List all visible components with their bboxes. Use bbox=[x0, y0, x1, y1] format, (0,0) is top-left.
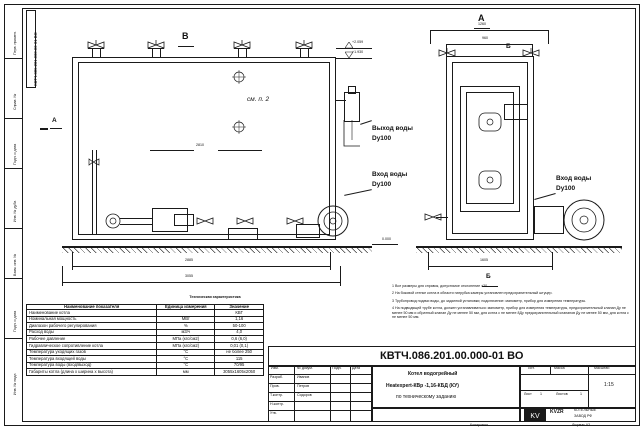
spec-cell: Температура воды (вход/выход) bbox=[27, 362, 157, 369]
name-1: Петров bbox=[297, 384, 310, 388]
right-head-scale: Масштаб bbox=[594, 366, 610, 370]
format-label: Формат А3 bbox=[572, 423, 591, 427]
table-row bbox=[27, 323, 264, 330]
product-line-3: по техническому заданию bbox=[396, 394, 457, 400]
water-in-right-sublabel: Dy100 bbox=[556, 185, 576, 192]
detail-crosshair-2 bbox=[232, 120, 246, 134]
spec-cell: Температура входящей воды bbox=[27, 356, 157, 363]
margin-label-2: Подп. и дата bbox=[13, 143, 17, 165]
right-attr-cell bbox=[520, 366, 636, 408]
company-logo-icon bbox=[524, 409, 546, 421]
spec-cell: 0,01 (0,1) bbox=[215, 342, 264, 349]
spec-header-1: Единица измерения bbox=[157, 304, 215, 309]
spec-cell: °С bbox=[157, 349, 215, 356]
row-label-nkontr: Н.контр. bbox=[270, 402, 284, 406]
door-hatch-icon-1 bbox=[478, 112, 502, 132]
table-row bbox=[27, 336, 264, 343]
spec-cell: °С bbox=[157, 356, 215, 363]
water-in-left-sublabel: Dy100 bbox=[372, 181, 392, 188]
spec-cell: 115 bbox=[215, 356, 264, 363]
spec-cell: м3/ч bbox=[157, 329, 215, 336]
top-left-stamp-text: КВТЧ.086.201.000.00-01 ВО bbox=[33, 32, 38, 86]
elev-1: +2.059 bbox=[352, 40, 364, 44]
margin-label-3: Инв. № дубл. bbox=[13, 199, 17, 222]
spec-cell: Температура уходящих газов bbox=[27, 349, 157, 356]
spec-cell: Рабочее давление bbox=[27, 336, 157, 343]
notes-block bbox=[392, 284, 632, 320]
detail-crosshair-1 bbox=[232, 70, 246, 84]
right-head-lit: Лит. bbox=[528, 366, 535, 370]
table-row bbox=[27, 362, 264, 369]
table-row bbox=[27, 369, 264, 376]
spec-cell: °С bbox=[157, 362, 215, 369]
valve-icon-5 bbox=[196, 216, 214, 226]
row-label-prov: Пров. bbox=[270, 384, 280, 388]
see-item-label: см. п. 2 bbox=[247, 96, 270, 103]
spec-cell: Гидравлическое сопротивление котла bbox=[27, 342, 157, 349]
view-mark-b-bottom: Б bbox=[486, 273, 491, 280]
dim-2810: 2810 bbox=[196, 143, 204, 147]
sheet-value: 1 bbox=[540, 392, 542, 396]
spec-cell: Габариты котла (длина х ширина х высота) bbox=[27, 369, 157, 376]
row-label-razrab: Разраб. bbox=[270, 375, 283, 379]
spec-cell: 3055х1605х2050 bbox=[215, 369, 264, 376]
zero-elev: 0.000 bbox=[382, 237, 391, 241]
spec-cell: МПа (кгс/см2) bbox=[157, 336, 215, 343]
col-head-doc: № докум. bbox=[297, 366, 313, 370]
spec-cell: % bbox=[157, 323, 215, 330]
ground-hatch-side bbox=[416, 247, 622, 253]
ground-hatch-front bbox=[62, 247, 372, 253]
spec-cell bbox=[157, 310, 215, 317]
title-block bbox=[268, 346, 636, 422]
dim-3055: 3055 bbox=[185, 274, 193, 278]
valve-icon-7 bbox=[286, 216, 304, 226]
spec-cell: Диапазон рабочего регулирования bbox=[27, 323, 157, 330]
view-mark-b-left: В bbox=[182, 31, 189, 41]
note-1: 1 Все размеры для справок, допустимое отклонение ±30. bbox=[392, 284, 489, 288]
table-row bbox=[27, 316, 264, 323]
elev-2: +1.930 bbox=[352, 50, 364, 54]
note-4: 4 На подводящей трубе котла, должен устанавливаться: манометр, прибор для измерения температуры, предохранительный клапан Ду не менее 50 мм и обратный клапан Ду не менее 50 мм, для котла с не менее 8Ду предохранительный клапанов Ду не менее 50 мм, для котла с не менее 50 мм. bbox=[392, 306, 629, 320]
sheet-label: Лист bbox=[524, 392, 532, 396]
spec-table-wrap bbox=[26, 296, 264, 376]
sheets-value: 1 bbox=[580, 392, 582, 396]
valve-icon-1 bbox=[86, 40, 106, 50]
spec-header-0: Наименование показателя bbox=[27, 304, 157, 309]
col-head-izm: Изм. bbox=[271, 366, 279, 370]
margin-label-1: Справ. № bbox=[13, 93, 17, 110]
spec-cell: 1,16 bbox=[215, 316, 264, 323]
product-bottom-cell bbox=[372, 408, 520, 422]
dim-960: 960 bbox=[482, 36, 488, 40]
spec-cell: 4,0 bbox=[215, 329, 264, 336]
svg-text:KV: KV bbox=[530, 413, 540, 420]
spec-cell: Наименование котла bbox=[27, 310, 157, 317]
view-mark-b-right: Б bbox=[506, 43, 511, 50]
water-in-right-label: Вход воды bbox=[556, 175, 592, 182]
dim-1260: 1260 bbox=[478, 22, 486, 26]
spec-cell: мм bbox=[157, 369, 215, 376]
margin-label-5: Подп. и дата bbox=[13, 310, 17, 332]
water-out-sublabel: Dy100 bbox=[372, 135, 392, 142]
spec-cell: не более 250 bbox=[215, 349, 264, 356]
valve-icon-3 bbox=[232, 40, 252, 50]
spec-cell: 50-100 bbox=[215, 323, 264, 330]
margin-label-4: Взам. инв. № bbox=[13, 253, 17, 276]
dim-2885: 2885 bbox=[185, 258, 193, 262]
name-2: Сидоров bbox=[297, 393, 312, 397]
row-label-utv: Утв. bbox=[270, 411, 277, 415]
designation-text: КВТЧ.086.201.00.000-01 ВО bbox=[380, 350, 524, 362]
spec-cell: Номинальная мощность bbox=[27, 316, 157, 323]
spec-cell: МВт bbox=[157, 316, 215, 323]
spec-header-2: Значение bbox=[215, 304, 264, 309]
table-row bbox=[27, 329, 264, 336]
company-sub2: ЗАВОД РФ bbox=[574, 414, 593, 418]
scale-value: 1:15 bbox=[604, 382, 614, 388]
spec-cell: Расход воды bbox=[27, 329, 157, 336]
spec-cell: КВГ bbox=[215, 310, 264, 317]
view-mark-a-top: А bbox=[478, 13, 485, 23]
valve-icon-side-1 bbox=[438, 48, 456, 58]
spec-cell: 0,6 (6,0) bbox=[215, 336, 264, 343]
note-3: 3 Трубопровод подачи воды, до заданной установки; подключение: манометр, прибор для измерения температуры. bbox=[392, 298, 587, 303]
sheets-label: Листов bbox=[556, 392, 568, 396]
table-row bbox=[27, 310, 264, 317]
view-mark-a-left: А bbox=[52, 117, 57, 124]
control-box bbox=[504, 104, 528, 120]
water-out-label: Выход воды bbox=[372, 125, 413, 132]
valve-icon-6 bbox=[236, 216, 254, 226]
spec-cell: МПа (кгс/см2) bbox=[157, 342, 215, 349]
name-0: Иванов bbox=[297, 375, 310, 379]
margin-label-0: Перв. примен. bbox=[13, 31, 17, 55]
row-label-tkontr: Т.контр. bbox=[270, 393, 284, 397]
valve-icon-2 bbox=[146, 40, 166, 50]
col-head-podp: Подп. bbox=[332, 366, 342, 370]
margin-label-6: Инв. № подл. bbox=[13, 372, 17, 395]
product-line-2: Heatexpert-КВр -1,16-КБД (КУ) bbox=[386, 383, 459, 389]
door-hatch-icon-2 bbox=[478, 170, 502, 190]
boiler-body-inner-front bbox=[78, 62, 330, 235]
company-sub1: КОТЕЛЬНЫЕ bbox=[574, 408, 597, 412]
col-head-data: Дата bbox=[352, 366, 360, 370]
water-in-left-label: Вход воды bbox=[372, 171, 408, 178]
table-row bbox=[27, 356, 264, 363]
valve-icon-side-2 bbox=[522, 48, 540, 58]
table-row bbox=[27, 342, 264, 349]
product-line-1: Котел водогрейный bbox=[408, 371, 458, 377]
company-name: KVZR bbox=[550, 409, 564, 415]
spec-table bbox=[26, 304, 264, 376]
spec-table-title: Техническая характеристика bbox=[189, 295, 241, 299]
table-row bbox=[27, 349, 264, 356]
note-2: 2 На боковой стенке котла в области патрубка камеры установлен предохранительный штуцер. bbox=[392, 291, 553, 296]
left-margin-divider bbox=[22, 8, 23, 422]
copy-label: Копировал bbox=[470, 423, 489, 427]
right-head-massa: Масса bbox=[554, 366, 565, 370]
spec-cell: 70/95 bbox=[215, 362, 264, 369]
dim-1605: 1605 bbox=[480, 258, 488, 262]
valve-icon-4 bbox=[294, 40, 314, 50]
